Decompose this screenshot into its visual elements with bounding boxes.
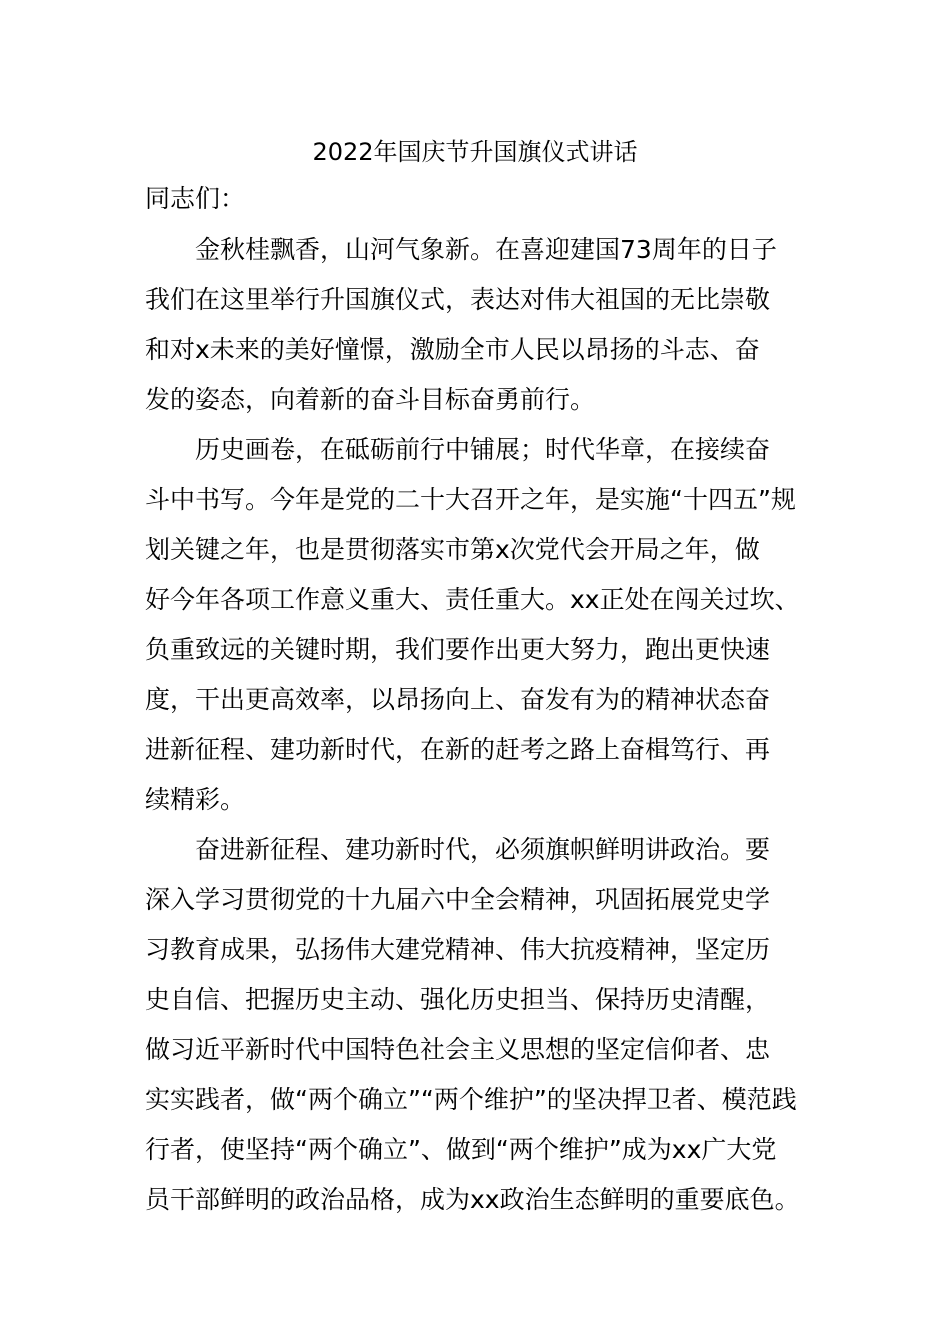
- paragraph-line: 奋进新征程、建功新时代，必须旗帜鲜明讲政治。要: [195, 835, 771, 864]
- paragraph-line: 员干部鲜明的政治品格，成为xx政治生态鲜明的重要底色。: [145, 1185, 800, 1214]
- paragraph-line: 习教育成果，弘扬伟大建党精神、伟大抗疫精神，坚定历: [145, 935, 771, 964]
- paragraph-line: 实实践者，做“两个确立”“两个维护”的坚决捍卫者、模范践: [145, 1085, 797, 1114]
- paragraph-line: 做习近平新时代中国特色社会主义思想的坚定信仰者、忠: [145, 1035, 771, 1064]
- paragraph-line: 发的姿态，向着新的奋斗目标奋勇前行。: [145, 385, 596, 414]
- paragraph-line: 续精彩。: [145, 785, 246, 814]
- paragraph-line: 和对x未来的美好憧憬，激励全市人民以昂扬的斗志、奋: [145, 335, 760, 364]
- paragraph-line: 度，干出更高效率，以昂扬向上、奋发有为的精神状态奋: [145, 685, 771, 714]
- paragraph-line: 历史画卷，在砥砺前行中铺展；时代华章，在接续奋: [195, 435, 771, 464]
- paragraph-line: 深入学习贯彻党的十九届六中全会精神，巩固拓展党史学: [145, 885, 771, 914]
- paragraph-line: 斗中书写。今年是党的二十大召开之年，是实施“十四五”规: [145, 485, 796, 514]
- paragraph-line: 划关键之年，也是贯彻落实市第x次党代会开局之年，做: [145, 535, 760, 564]
- paragraph-line: 进新征程、建功新时代，在新的赶考之路上奋楫笃行、再: [145, 735, 771, 764]
- paragraph-line: 史自信、把握历史主动、强化历史担当、保持历史清醒，: [145, 985, 771, 1014]
- paragraph-line: 金秋桂飘香，山河气象新。在喜迎建国73周年的日子: [195, 235, 777, 264]
- paragraph-line: 负重致远的关键时期，我们要作出更大努力，跑出更快速: [145, 635, 771, 664]
- paragraph-line: 我们在这里举行升国旗仪式，表达对伟大祖国的无比崇敬: [145, 285, 771, 314]
- paragraph-line: 好今年各项工作意义重大、责任重大。xx正处在闯关过坎、: [145, 585, 800, 614]
- paragraph-line: 行者，使坚持“两个确立”、做到“两个维护”成为xx广大党: [145, 1135, 777, 1164]
- salutation: 同志们：: [145, 184, 246, 213]
- document-title: 2022年国庆节升国旗仪式讲话: [312, 138, 638, 166]
